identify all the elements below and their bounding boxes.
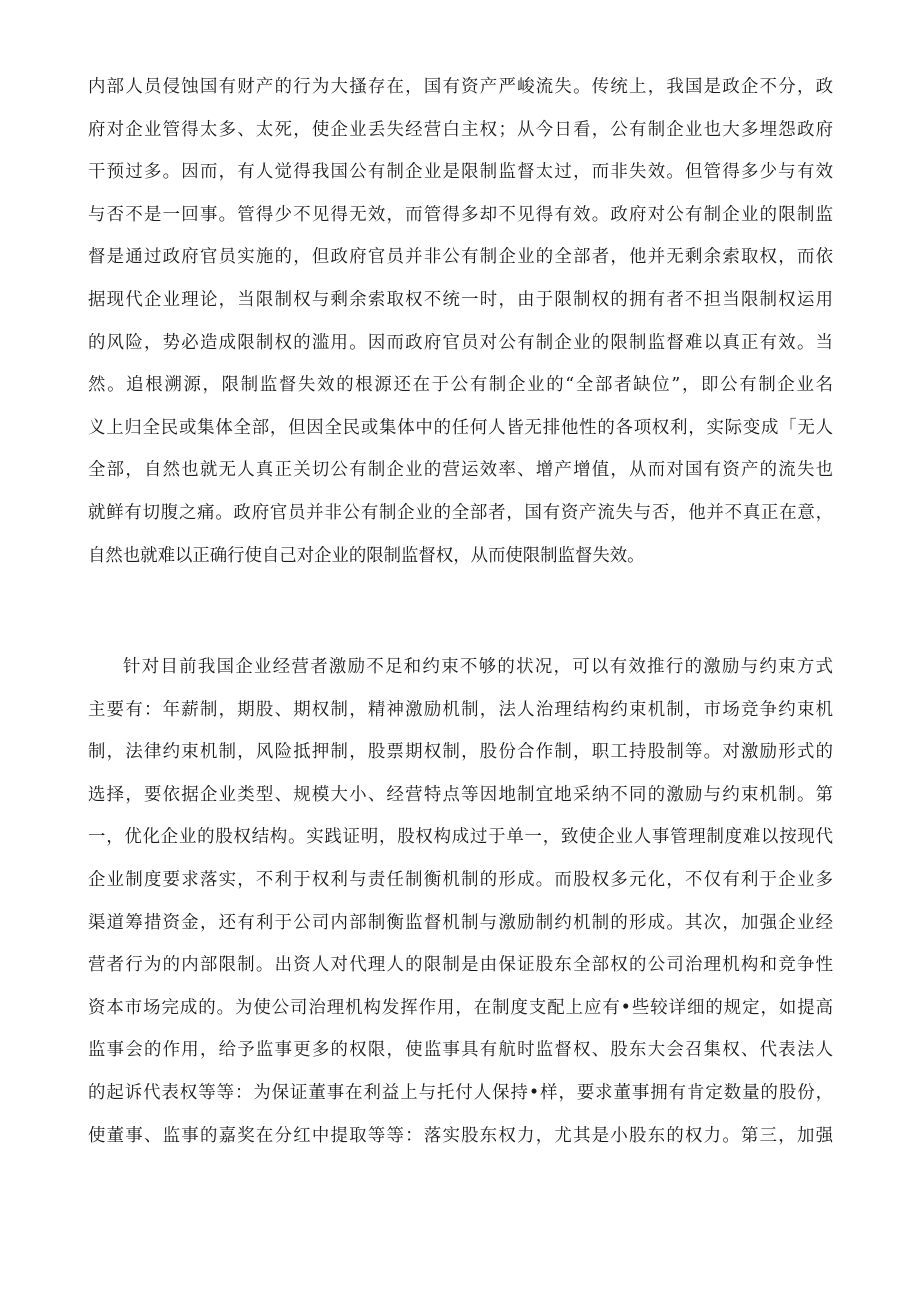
paragraph-line: 监事会的作用，给予监事更多的权限，使监事具有航时监督权、股东大会召集权、代表法人 <box>88 1040 833 1061</box>
paragraph-line: 与否不是一回事。管得少不见得无效，而管得多却不见得有效。政府对公有制企业的限制监 <box>88 204 833 225</box>
paragraph-line: 选择，要依据企业类型、规模大小、经营特点等因地制宜地采纳不同的激励与约束机制。第 <box>88 784 833 805</box>
paragraph-line: 的起诉代表权等等：为保证董事在利益上与托付人保持•样，要求董事拥有肯定数量的股份， <box>88 1082 833 1103</box>
paragraph-line: 干预过多。因而，有人觉得我国公有制企业是限制监督太过，而非失效。但管得多少与有效 <box>88 162 833 183</box>
paragraph-2 <box>88 646 833 1157</box>
paragraph-line: 府对企业管得太多、太死，使企业丢失经营白主权；从今日看，公有制企业也大多埋怨政府 <box>88 119 833 140</box>
paragraph-line: 使董事、监事的嘉奖在分红中提取等等：落实股东权力，尤其是小股东的权力。第三，加强 <box>88 1125 833 1146</box>
paragraph-line: 资本市场完成的。为使公司治理机构发挥作用，在制度支配上应有•些较详细的规定，如提高 <box>88 997 833 1018</box>
paragraph-line: 就鲜有切腹之痛。政府官员并非公有制企业的全部者，国有资产流失与否，他并不真正在意， <box>88 502 833 523</box>
paragraph-line: 企业制度要求落实，不利于权利与责任制衡机制的形成。而股权多元化，不仅有利于企业多 <box>88 869 833 890</box>
paragraph-line: 制，法律约束机制，风险抵押制，股票期权制，股份合作制，职工持股制等。对激励形式的 <box>88 742 833 763</box>
paragraph-line: 一，优化企业的股权结构。实践证明，股权构成过于单一，致使企业人事管理制度难以按现代 <box>88 827 833 848</box>
paragraph-line: 针对目前我国企业经营者激励不足和约束不够的状况，可以有效推行的激励与约束方式 <box>123 657 833 677</box>
paragraph-line: 主要有：年薪制，期股、期权制，精神激励机制，法人治理结构约束机制，市场竞争约束机 <box>88 699 833 720</box>
paragraph-line: 营者行为的内部限制。出资人对代理人的限制是由保证股东全部权的公司治理机构和竞争性 <box>88 955 833 976</box>
paragraph-line: 的风险，势必造成限制权的滥用。因而政府官员对公有制企业的限制监督难以真正有效。当 <box>88 332 833 353</box>
paragraph-line: 全部，自然也就无人真正关切公有制企业的营运效率、增产增值，从而对国有资产的流失也 <box>88 460 833 481</box>
paragraph-line: 内部人员侵蚀国有财产的行为大搔存在，国有资产严峻流失。传统上，我国是政企不分，政 <box>88 77 833 97</box>
paragraph-line: 然。追根溯源，限制监督失效的根源还在于公有制企业的“全部者缺位”，即公有制企业名 <box>88 375 833 396</box>
paragraph-line: 义上归全民或集体全部，但因全民或集体中的任何人皆无排他性的各项权利，实际变成「无人 <box>88 417 833 438</box>
paragraph-line: 督是通过政府官员实施的，但政府官员并非公有制企业的全部者，他并无剩余索取权，而依 <box>88 247 833 268</box>
paragraph-line: 据现代企业理论，当限制权与剩余索取权不统一时，由于限制权的拥有者不担当限制权运用 <box>88 289 833 310</box>
paragraph-line: 渠道筹措资金，还有利于公司内部制衡监督机制与激励制约机制的形成。其次，加强企业经 <box>88 912 833 933</box>
paragraph-1 <box>88 66 833 577</box>
paragraph-line: 自然也就难以正确行使自己对企业的限制监督权，从而使限制监督失效。 <box>88 545 645 566</box>
